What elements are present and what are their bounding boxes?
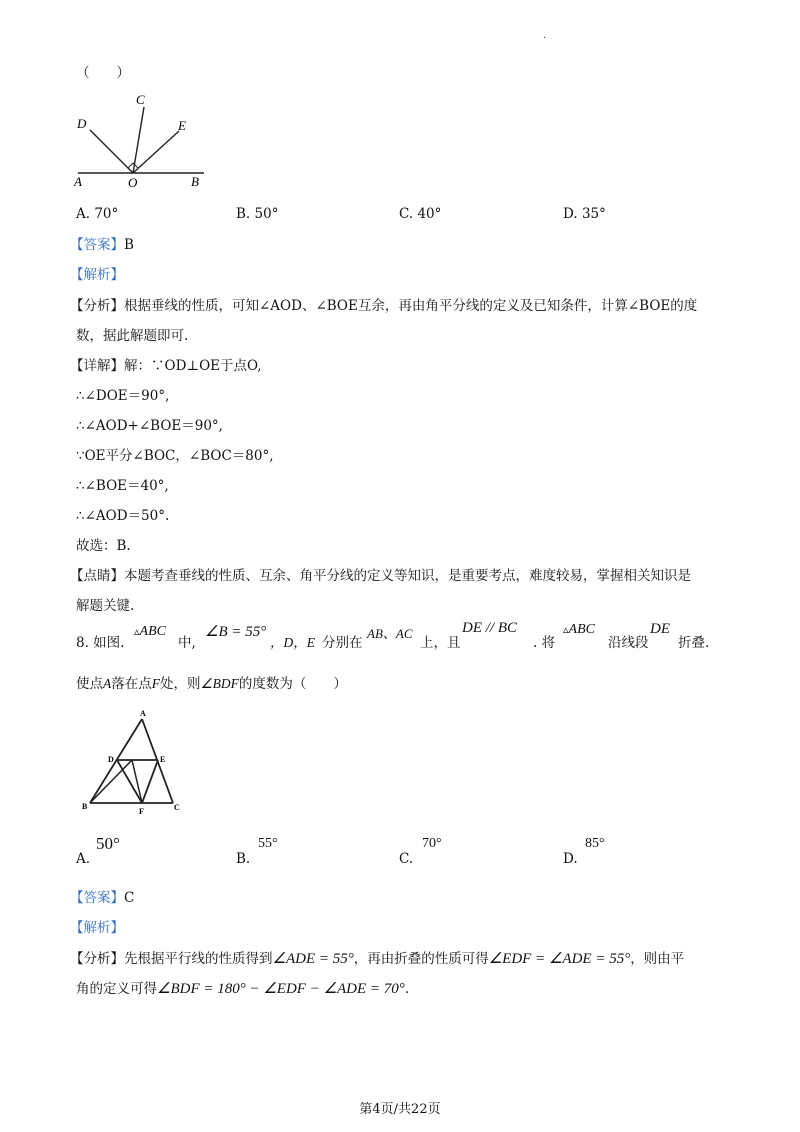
- q8-stem-zhedie: 折叠.: [678, 635, 710, 651]
- q8-figure: [76, 708, 194, 820]
- q8-stem-zhong: 中,: [178, 635, 196, 651]
- q7-label-a: A: [74, 174, 82, 189]
- q7-label-d: D: [77, 116, 87, 131]
- q7-fenxi-line2: 数，据此解题即可.: [76, 328, 189, 344]
- q7-comment-line1: 【点睛】本题考查垂线的性质、互余、角平分线的定义等知识，是重要考点，难度较易，掌握相关知识是: [70, 568, 691, 584]
- q8-option-b-text: 55°: [258, 836, 278, 851]
- page-footer: 第4页/共22页: [359, 1102, 441, 1117]
- q8-stem-abc: ▵ABC: [134, 624, 166, 639]
- q7-comment-line2: 解题关键.: [76, 598, 135, 614]
- q8-option-d-text: 85°: [585, 836, 605, 851]
- q8-stem-de: ，D，E: [270, 635, 315, 650]
- q7-step-2: ∴∠AOD+∠BOE＝90°,: [76, 418, 223, 434]
- q8-stem-ab-ac: AB、AC: [367, 626, 413, 641]
- q7-label-b: B: [191, 174, 199, 189]
- q8-label-b: B: [82, 802, 88, 811]
- q7-answer: 【答案】B: [70, 237, 134, 253]
- q8-stem-abc2: ▵ABC: [563, 622, 595, 637]
- q8-stem-de-parallel-bc: DE // BC: [462, 620, 517, 636]
- q8-analysis-label: 【解析】: [70, 920, 124, 936]
- q7-figure: [60, 90, 220, 190]
- q8-answer: 【答案】C: [70, 890, 135, 906]
- q8-label-f: F: [139, 807, 144, 816]
- q8-stem-fenbie: 分别在: [322, 635, 363, 651]
- q8-stem-de2: DE: [650, 621, 670, 637]
- q7-analysis-label: 【解析】: [70, 267, 124, 283]
- q8-option-a-key: A.: [76, 851, 91, 867]
- q7-step-4: ∴∠BOE＝40°,: [76, 478, 169, 494]
- q7-option-c: C. 40°: [399, 206, 442, 222]
- q7-option-b: B. 50°: [236, 206, 279, 222]
- q8-stem-yan: 沿线段: [608, 635, 649, 651]
- q8-stem-shang: 上，且: [420, 635, 461, 651]
- q7-label-c: C: [136, 92, 145, 107]
- q7-step-1: ∴∠DOE＝90°,: [76, 388, 170, 404]
- q8-option-d-key: D.: [563, 851, 578, 867]
- q7-answer-paren: （ ）: [76, 65, 130, 81]
- q7-step-6: 故选：B.: [76, 538, 131, 554]
- q8-label-e: E: [160, 755, 166, 764]
- q7-label-e: E: [178, 118, 186, 133]
- q7-option-d: D. 35°: [563, 206, 606, 222]
- q7-label-o: O: [128, 175, 138, 190]
- corner-dot: .: [543, 30, 547, 41]
- q8-option-a-text: 50°: [96, 834, 120, 853]
- q7-step-5: ∴∠AOD＝50°.: [76, 508, 170, 524]
- q8-option-c-key: C.: [399, 851, 414, 867]
- q7-detail-line1: 【详解】解：∵OD⊥OE于点O,: [70, 358, 262, 374]
- q7-fenxi-line1: 【分析】根据垂线的性质，可知∠AOD、∠BOE互余，再由角平分线的定义及已知条件，计算∠BOE的度: [70, 298, 698, 314]
- q8-label-a: A: [140, 709, 146, 718]
- q8-option-b-key: B.: [236, 851, 251, 867]
- q8-stem-angle-b: ∠B = 55°: [205, 624, 267, 640]
- q8-label-c: C: [174, 803, 180, 812]
- q8-number: 8. 如图.: [76, 635, 125, 651]
- q8-label-d: D: [108, 755, 114, 764]
- q8-stem-line2: 使点A落在点F处，则∠BDF的度数为（ ）: [76, 676, 347, 692]
- q8-option-c-text: 70°: [422, 836, 442, 851]
- q8-fenxi-line1: 【分析】先根据平行线的性质得到∠ADE = 55°，再由折叠的性质可得∠EDF = ∠ADE = 55°，则由平: [70, 951, 685, 967]
- q8-fenxi-line2: 角的定义可得∠BDF = 180° − ∠EDF − ∠ADE = 70°.: [76, 981, 410, 997]
- q7-option-a: A. 70°: [76, 206, 119, 222]
- q7-step-3: ∵OE平分∠BOC，∠BOC＝80°,: [76, 448, 274, 464]
- q8-stem-jiang: . 将: [533, 635, 556, 651]
